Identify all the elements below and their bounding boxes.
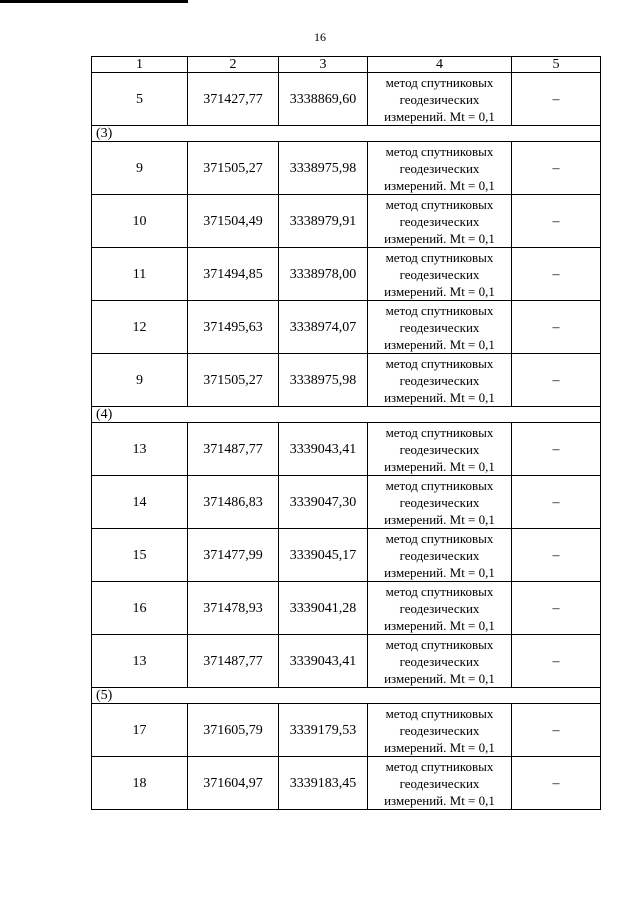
method-line: метод спутниковых [385,530,494,546]
method-cell [368,423,512,476]
method-line: геодезических [399,266,480,282]
point-id-cell: 18 [92,757,188,810]
group-label: (4) [92,407,601,423]
method-line: метод спутниковых [385,355,494,371]
method-line: измерений. Mt = 0,1 [384,792,495,808]
column-header: 2 [188,57,279,73]
table-row [92,354,601,407]
x-coordinate-cell: 371477,99 [188,529,279,582]
table-row [92,423,601,476]
method-line: геодезических [399,494,480,510]
x-coordinate-cell: 371605,79 [188,704,279,757]
method-line: метод спутниковых [385,302,494,318]
method-line: измерений. Mt = 0,1 [384,108,495,124]
method-line: измерений. Mt = 0,1 [384,617,495,633]
note-cell: – [512,142,601,195]
method-line: геодезических [399,319,480,335]
method-line: метод спутниковых [385,249,494,265]
column-header: 1 [92,57,188,73]
method-line: метод спутниковых [385,196,494,212]
method-line: метод спутниковых [385,636,494,652]
table-row [92,757,601,810]
x-coordinate-cell: 371495,63 [188,301,279,354]
method-line: измерений. Mt = 0,1 [384,564,495,580]
method-cell [368,476,512,529]
method-line: метод спутниковых [385,583,494,599]
note-cell: – [512,423,601,476]
method-line: геодезических [399,91,480,107]
point-id-cell: 5 [92,73,188,126]
note-cell: – [512,73,601,126]
column-header: 3 [279,57,368,73]
y-coordinate-cell: 3339045,17 [279,529,368,582]
method-line: метод спутниковых [385,74,494,90]
method-cell [368,248,512,301]
method-cell [368,757,512,810]
y-coordinate-cell: 3339041,28 [279,582,368,635]
group-header-row [92,126,601,142]
page-number: 16 [314,30,326,44]
note-cell: – [512,248,601,301]
table-row [92,73,601,126]
x-coordinate-cell: 371504,49 [188,195,279,248]
note-cell: – [512,476,601,529]
method-line: геодезических [399,653,480,669]
point-id-cell: 13 [92,635,188,688]
method-line: измерений. Mt = 0,1 [384,389,495,405]
x-coordinate-cell: 371478,93 [188,582,279,635]
x-coordinate-cell: 371487,77 [188,635,279,688]
column-header: 4 [368,57,512,73]
group-label: (3) [92,126,601,142]
group-header-row [92,688,601,704]
point-id-cell: 12 [92,301,188,354]
y-coordinate-cell: 3338975,98 [279,142,368,195]
point-id-cell: 15 [92,529,188,582]
point-id-cell: 13 [92,423,188,476]
table-header-row [92,57,601,73]
method-cell [368,635,512,688]
table-row [92,476,601,529]
y-coordinate-cell: 3338975,98 [279,354,368,407]
point-id-cell: 14 [92,476,188,529]
point-id-cell: 9 [92,142,188,195]
method-line: геодезических [399,441,480,457]
point-id-cell: 10 [92,195,188,248]
x-coordinate-cell: 371486,83 [188,476,279,529]
x-coordinate-cell: 371494,85 [188,248,279,301]
method-line: метод спутниковых [385,424,494,440]
method-line: геодезических [399,600,480,616]
method-cell [368,301,512,354]
method-line: измерений. Mt = 0,1 [384,739,495,755]
method-line: измерений. Mt = 0,1 [384,670,495,686]
y-coordinate-cell: 3339043,41 [279,635,368,688]
method-line: геодезических [399,775,480,791]
y-coordinate-cell: 3338974,07 [279,301,368,354]
method-cell [368,529,512,582]
table-body [92,57,601,810]
note-cell: – [512,195,601,248]
table-row [92,529,601,582]
method-line: геодезических [399,372,480,388]
method-line: измерений. Mt = 0,1 [384,230,495,246]
column-header: 5 [512,57,601,73]
x-coordinate-cell: 371604,97 [188,757,279,810]
x-coordinate-cell: 371505,27 [188,142,279,195]
method-line: геодезических [399,547,480,563]
method-cell [368,704,512,757]
table-row [92,704,601,757]
method-line: метод спутниковых [385,758,494,774]
table-row [92,582,601,635]
method-cell [368,73,512,126]
y-coordinate-cell: 3339183,45 [279,757,368,810]
note-cell: – [512,354,601,407]
y-coordinate-cell: 3338869,60 [279,73,368,126]
note-cell: – [512,529,601,582]
point-id-cell: 16 [92,582,188,635]
method-line: метод спутниковых [385,477,494,493]
method-cell [368,582,512,635]
y-coordinate-cell: 3339043,41 [279,423,368,476]
point-id-cell: 11 [92,248,188,301]
y-coordinate-cell: 3339047,30 [279,476,368,529]
table-row [92,142,601,195]
method-line: геодезических [399,722,480,738]
method-line: метод спутниковых [385,143,494,159]
point-id-cell: 9 [92,354,188,407]
table-row [92,301,601,354]
method-line: измерений. Mt = 0,1 [384,458,495,474]
group-label: (5) [92,688,601,704]
note-cell: – [512,582,601,635]
method-line: измерений. Mt = 0,1 [384,511,495,527]
y-coordinate-cell: 3338979,91 [279,195,368,248]
group-header-row [92,407,601,423]
x-coordinate-cell: 371487,77 [188,423,279,476]
x-coordinate-cell: 371427,77 [188,73,279,126]
method-line: геодезических [399,160,480,176]
method-cell [368,142,512,195]
y-coordinate-cell: 3338978,00 [279,248,368,301]
note-cell: – [512,757,601,810]
method-line: измерений. Mt = 0,1 [384,177,495,193]
table-row [92,195,601,248]
coordinates-table [91,56,601,810]
note-cell: – [512,635,601,688]
top-rule [0,0,188,3]
method-line: измерений. Mt = 0,1 [384,283,495,299]
method-cell [368,354,512,407]
note-cell: – [512,704,601,757]
method-line: метод спутниковых [385,705,494,721]
method-cell [368,195,512,248]
x-coordinate-cell: 371505,27 [188,354,279,407]
table-row [92,248,601,301]
method-line: геодезических [399,213,480,229]
point-id-cell: 17 [92,704,188,757]
y-coordinate-cell: 3339179,53 [279,704,368,757]
method-line: измерений. Mt = 0,1 [384,336,495,352]
note-cell: – [512,301,601,354]
table-row [92,635,601,688]
